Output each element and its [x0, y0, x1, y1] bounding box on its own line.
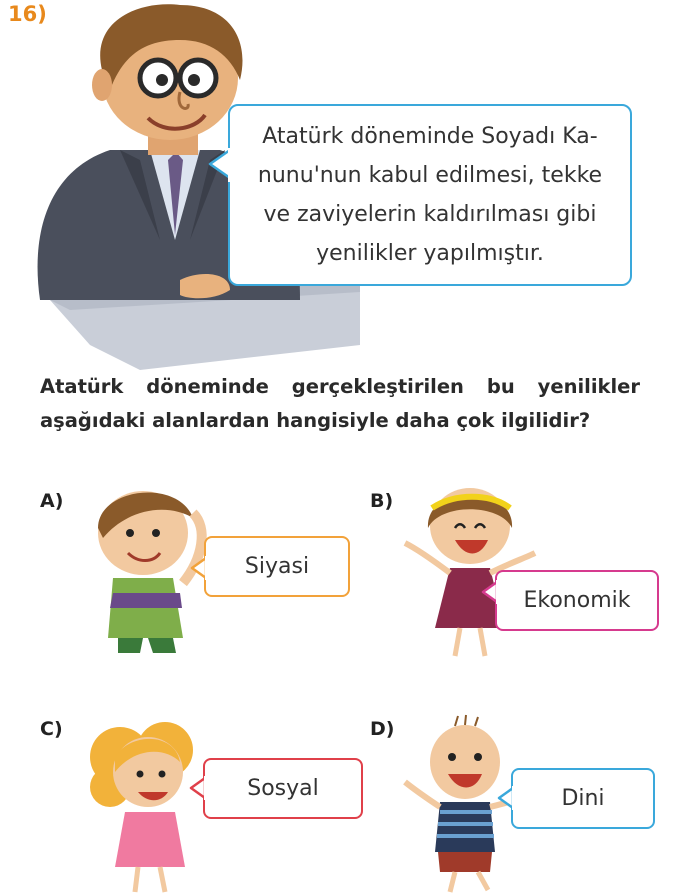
question-line-1: Atatürk döneminde gerçekleştirilen bu yenilikler [40, 375, 640, 398]
teacher-speech-bubble [228, 104, 632, 286]
option-b-answer: Ekonomik [523, 588, 631, 613]
question-number: 16) [8, 2, 47, 26]
speech-line-1: Atatürk döneminde Soyadı Ka- [262, 124, 598, 149]
option-a-bubble-tail-icon [190, 556, 208, 580]
option-c-bubble[interactable] [203, 758, 363, 819]
option-b-letter[interactable]: B) [370, 490, 394, 512]
speech-bubble-tail-icon [208, 148, 232, 182]
girl-curly-hair-icon [80, 712, 210, 896]
option-a-bubble[interactable] [204, 536, 350, 597]
option-a-answer: Siyasi [244, 554, 310, 579]
option-c-bubble-tail-icon [189, 776, 207, 800]
option-d-bubble[interactable] [511, 768, 655, 829]
option-d-answer: Dini [561, 786, 605, 811]
option-c-answer: Sosyal [247, 776, 319, 801]
option-a-letter[interactable]: A) [40, 490, 64, 512]
question-text [40, 370, 640, 438]
option-c-letter[interactable]: C) [40, 718, 63, 740]
option-b-bubble-tail-icon [481, 580, 499, 604]
speech-line-4: yenilikler yapılmıştır. [316, 241, 544, 266]
option-d-letter[interactable]: D) [370, 718, 395, 740]
speech-line-3: ve zaviyelerin kaldırılması gibi [263, 202, 597, 227]
speech-line-2: nunu'nun kabul edilmesi, tekke [257, 163, 603, 188]
question-line-2: aşağıdaki alanlardan hangisiyle daha çok ilgilidir? [40, 409, 591, 432]
option-d-bubble-tail-icon [497, 786, 515, 810]
option-b-bubble[interactable] [495, 570, 659, 631]
